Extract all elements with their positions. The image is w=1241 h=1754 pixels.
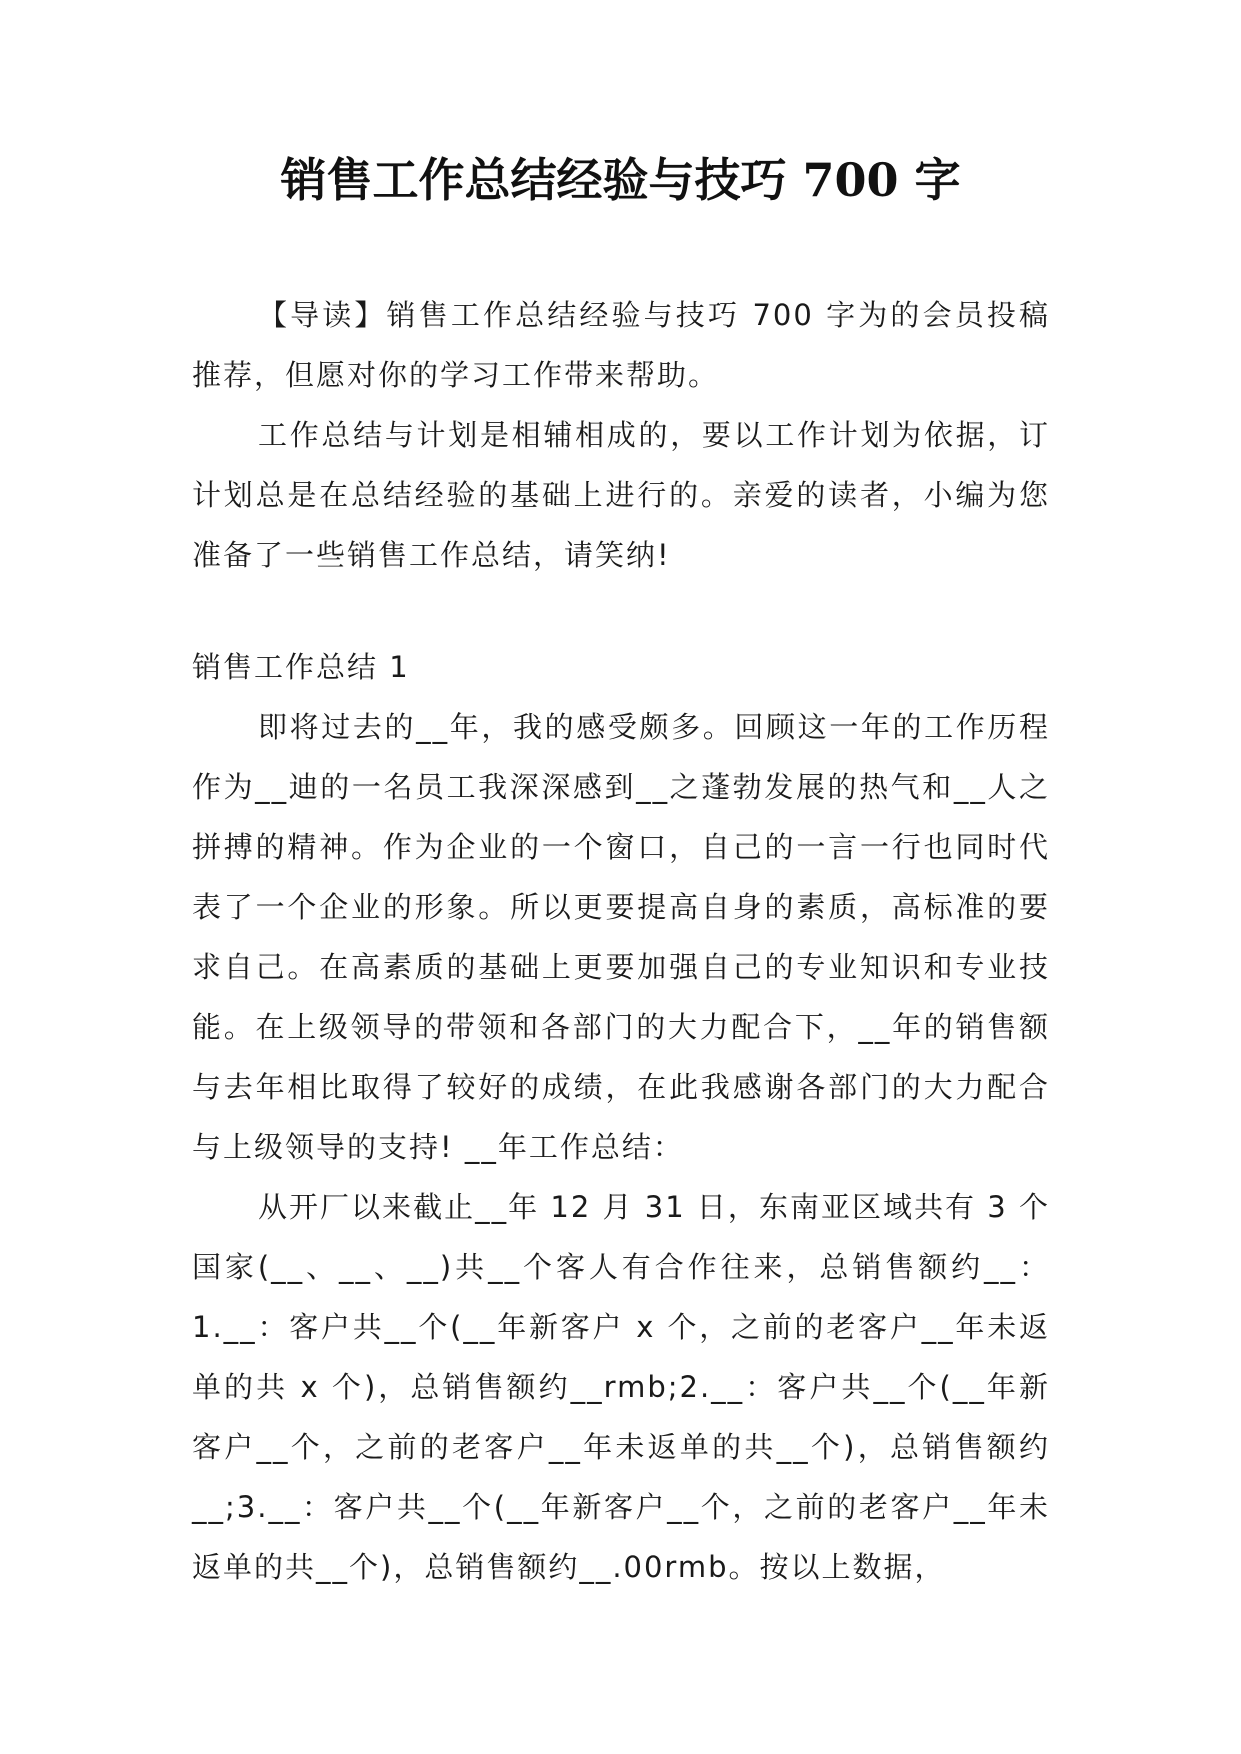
body-paragraph: 工作总结与计划是相辅相成的，要以工作计划为依据，订计划总是在总结经验的基础上进行的。亲爱的读者，小编为您准备了一些销售工作总结，请笑纳! (192, 418, 1050, 572)
body-paragraph: 即将过去的__年，我的感受颇多。回顾这一年的工作历程作为__迪的一名员工我深深感到__之蓬勃发展的热气和__人之拼搏的精神。作为企业的一个窗口，自己的一言一行也同时代表了一个企业的形象。所以更要提高自身的素质，高标准的要求自己。在高素质的基础上更要加强自己的专业知识和专业技能。在上级领导的带领和各部门的大力配合下，__年的销售额与去年相比取得了较好的成绩，在此我感谢各部门的大力配合与上级领导的支持! __年工作总结： (192, 710, 1050, 1164)
document-title: 销售工作总结经验与技巧 700 字 (280, 153, 961, 207)
body-paragraph: 从开厂以来截止__年 12 月 31 日，东南亚区域共有 3 个国家(__、__、__)共__个客人有合作往来，总销售额约__：1.__：客户共__个(__年新客户 x 个，之前的老客户__年未返单的共 x 个)，总销售额约__rmb;2.__：客户共__个(__年新客户__个，之前的老客户__年未返单的共__个)，总销售额约__;3.__：客户共__个(__年新客户__个，之前的老客户__年未返单的共__个)，总销售额约__.00rmb。按以上数据， (192, 1190, 1050, 1584)
section-heading: 销售工作总结 1 (192, 650, 410, 684)
intro-paragraph: 【导读】销售工作总结经验与技巧 700 字为的会员投稿推荐，但愿对你的学习工作带来帮助。 (192, 298, 1050, 392)
document-body (192, 285, 1050, 1597)
